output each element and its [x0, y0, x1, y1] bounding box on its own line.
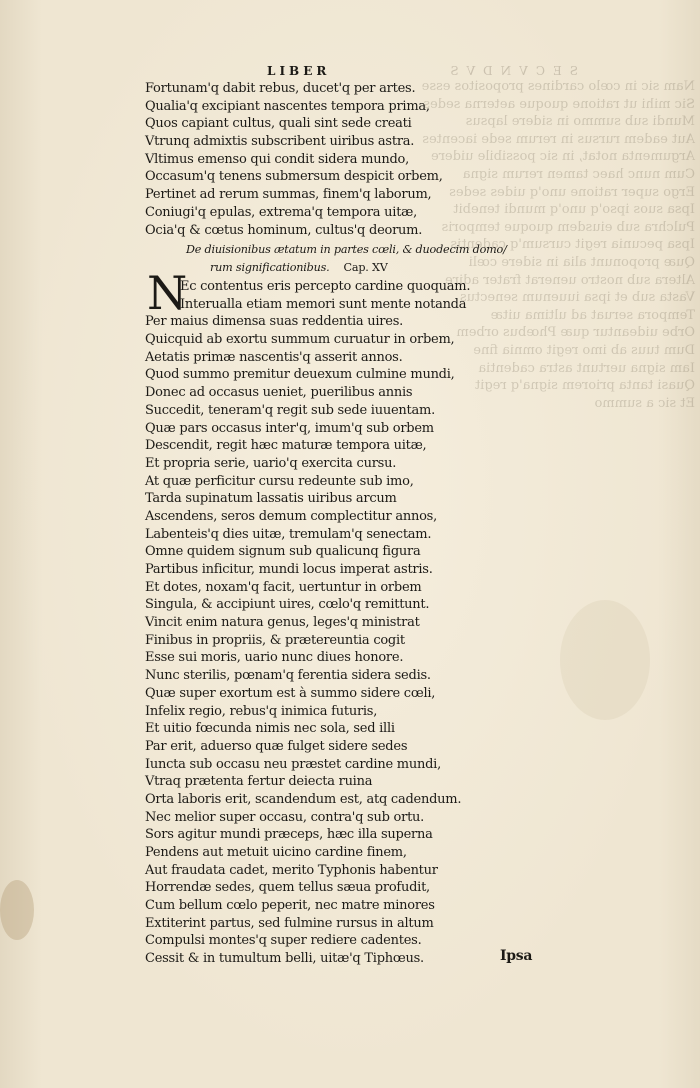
verse-line: Descendit, regit hæc maturæ tempora uitæ, [145, 438, 427, 454]
verse-line: Pertinet ad rerum summas, finem'q laborum, [145, 187, 432, 203]
verse-line: Par erit, aduerso quæ fulget sidere sedes [145, 738, 408, 754]
verse-line: Vtraq prætenta fertur deiecta ruina [145, 774, 373, 790]
verse-line: Finibus in propriis, & prætereuntia cogit [145, 632, 405, 648]
bleed-through-line: Altera sub nostro uenerat frater adire [445, 272, 695, 288]
bleed-through-line: Quasi tanta priorem signa'q regit [475, 378, 695, 394]
verse-line: Aetatis primæ nascentis'q asserit annos. [145, 349, 403, 365]
verse-line: Ascendens, seros demum complectitur annos, [145, 508, 437, 524]
bleed-through-line: Cum nunc haec tamen rerum signa [462, 166, 695, 182]
verse-line: Occasum'q tenens submersum despicit orbem, [145, 169, 443, 185]
verse-line: At quæ perficitur cursu redeunte sub imo, [145, 473, 414, 489]
verse-line: Iuncta sub occasu neu præstet cardine mundi, [145, 756, 441, 772]
verse-line: Qualia'q excipiant nascentes tempora prima, [145, 98, 430, 114]
verse-line: Et propria serie, uario'q exercita cursu. [145, 455, 397, 471]
bleed-through-line: Pulchra sub eiusdem quoque temporis [441, 219, 695, 235]
bleed-through-running-head: SECVNDVS [442, 64, 578, 78]
verse-line: Quæ super exortum est à summo sidere cœli, [145, 685, 436, 701]
verse-line: Ocia'q & cœtus hominum, cultus'q deorum. [145, 222, 423, 238]
verse-line: Esse sui moris, uario nunc diues honore. [145, 650, 404, 666]
bleed-through-line: Tempora seruat ad ultima uitæ [490, 307, 695, 323]
verse-line: Orta laboris erit, scandendum est, atq cadendum. [145, 791, 462, 807]
verse-line: Aut fraudata cadet, merito Typhonis habentur [145, 862, 438, 878]
chapter-heading-line-1: De diuisionibus ætatum in partes cœli, & duodecim domo/ [186, 243, 507, 256]
bleed-through-line: Nam sic in cœlo cardines propositos esse [421, 79, 695, 94]
catchword: Ipsa [500, 948, 533, 964]
verse-line: Cum bellum cœlo peperit, nec matre minores [145, 898, 435, 914]
verse-line: Interualla etiam memori sunt mente notanda [180, 296, 467, 312]
bleed-through-line: Sic mihi ut ratione quoque aeterna sedes [423, 96, 695, 112]
verse-line: Fortunam'q dabit rebus, ducet'q per artes. [145, 81, 416, 96]
verse-line: Infelix regio, rebus'q inimica futuris, [145, 703, 378, 719]
verse-line: Per maius dimensa suas reddentia uires. [145, 314, 404, 330]
verse-line: Coniugi'q epulas, extrema'q tempora uitæ, [145, 204, 418, 220]
verse-line: Omne quidem signum sub qualicunq figura [145, 544, 421, 560]
verse-line: Pendens aut metuit uicino cardine finem, [145, 845, 407, 860]
verse-line: Et uitio fœcunda nimis nec sola, sed illi [145, 721, 395, 737]
verse-line: Quicquid ab exortu summum curuatur in orbem, [145, 332, 455, 348]
verse-line: Compulsi montes'q super rediere cadentes. [145, 933, 422, 949]
verse-line: Cessit & in tumultum belli, uitæ'q Tiphœus. [145, 951, 424, 967]
verse-line: Vltimus emenso qui condit sidera mundo, [145, 151, 409, 167]
bleed-through-line: Vasta sub et ipsa iuuenum senectus [459, 290, 695, 306]
bleed-through-line: Quæ proponunt alia in sidere cœli [468, 254, 695, 270]
bleed-through-line: Iam signa uertunt astra cadentia [478, 360, 695, 376]
chapter-heading-line-2: rum significationibus. [210, 260, 330, 274]
bleed-through-line: Mundi sub summo in sidere lapsus [465, 114, 695, 130]
verse-line: Singula, & accipiunt uires, cœlo'q remittunt. [145, 597, 430, 613]
bleed-through-line: Ergo super ratione uno'q uides sedes [449, 184, 695, 200]
bleed-through-line: Dum tuus ab imo regit omnia fine [473, 342, 695, 358]
verse-line: Nec melior super occasu, contra'q sub ortu. [145, 809, 425, 825]
verse-line: Horrendæ sedes, quem tellus sæua profudit, [145, 880, 430, 896]
verse-line: Et dotes, noxam'q facit, uertuntur in orbem [145, 579, 422, 595]
drop-initial: N [147, 266, 188, 320]
bleed-through-line: Orbe uideantur quæ Phœbus orbem [456, 325, 695, 341]
verse-line: Nunc sterilis, pœnam'q ferentia sidera sedis. [145, 668, 431, 684]
running-head: LIBER [267, 64, 331, 78]
verse-line: Extiterint partus, sed fulmine rursus in altum [145, 915, 434, 931]
verse-line: Donec ad occasus ueniet, puerilibus annis [145, 385, 413, 401]
verse-line: Tarda supinatum lassatis uiribus arcum [145, 491, 397, 507]
bleed-through-line: Et sic a summo [594, 395, 695, 411]
verse-line: Quæ pars occasus inter'q, imum'q sub orbem [145, 420, 434, 436]
verse-block-2 [145, 278, 475, 968]
verse-line: Quos capiant cultus, quali sint sede creati [145, 116, 412, 132]
chapter-heading [186, 241, 507, 276]
bleed-through-line: Argumenta notat, in sic possibile uidere [431, 149, 695, 165]
verse-line: Ec contentus eris percepto cardine quoquam. [180, 279, 471, 294]
verse-line: Vtrunq admixtis subscribent uiribus astra. [145, 134, 415, 150]
foxing-stain [560, 600, 650, 720]
chapter-number: Cap. XV [343, 260, 388, 274]
bleed-through-line: Ipsa pecunia regit cursum'q cadentis [450, 237, 695, 253]
verse-line: Quod summo premitur deuexum culmine mundi, [145, 367, 455, 383]
verse-line: Partibus inficitur, mundi locus imperat astris. [145, 562, 433, 577]
foxing-stain [0, 880, 34, 940]
bleed-through-line: Aut eadem rursus in rerum sede iacentes [422, 131, 695, 147]
bleed-through-line: Ipsa suos ipso'q uno'q mundi tenebit [453, 202, 695, 218]
verse-block-1 [145, 80, 465, 239]
verse-line: Sors agitur mundi præceps, hæc illa superna [145, 827, 433, 843]
verse-line: Labenteis'q dies uitæ, tremulam'q senectam. [145, 526, 432, 542]
verse-line: Succedit, teneram'q regit sub sede iuuentam. [145, 402, 435, 418]
verse-line: Vincit enim natura genus, leges'q ministrat [145, 615, 420, 631]
